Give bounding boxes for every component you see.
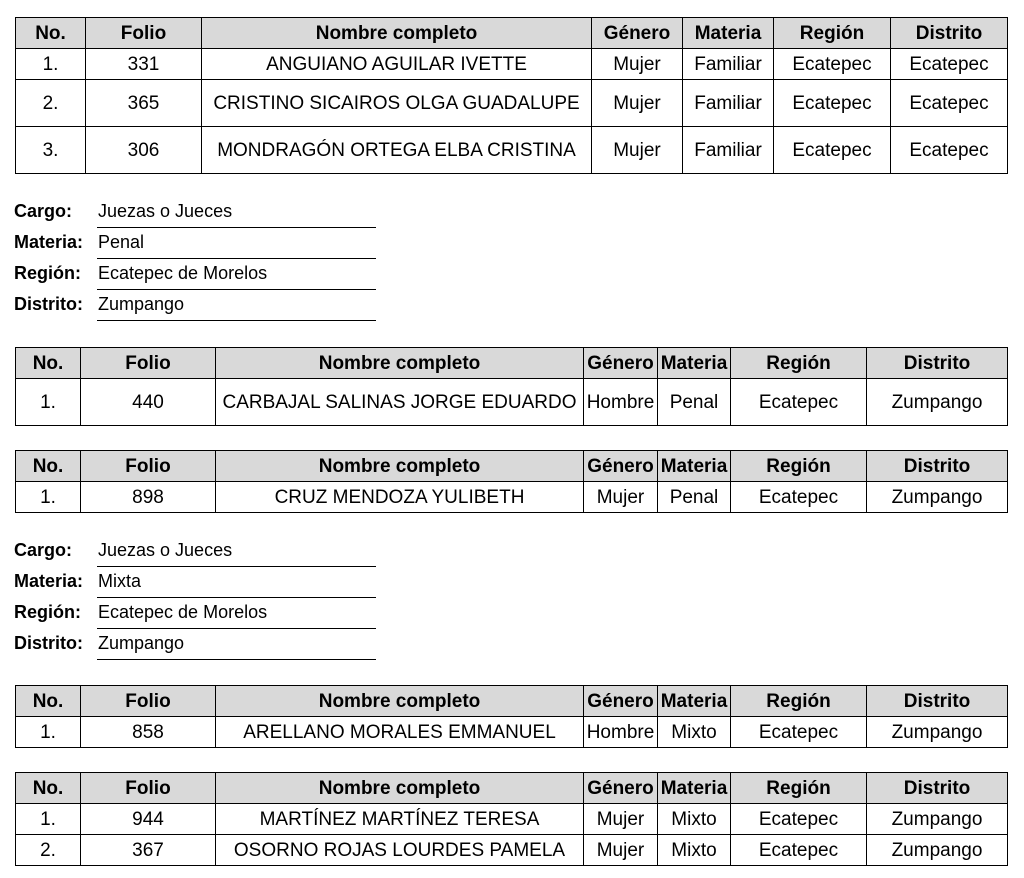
- candidates-table-mixto-hombres: [15, 685, 1008, 748]
- meta-label-distrito: Distrito:: [14, 294, 83, 314]
- meta-value-materia: Mixta: [98, 571, 142, 591]
- header-genero: Género: [584, 773, 658, 804]
- cell-nombre: ANGUIANO AGUILAR IVETTE: [202, 49, 592, 80]
- header-folio: Folio: [81, 348, 216, 379]
- cell-genero: Mujer: [592, 80, 683, 127]
- header-folio: Folio: [81, 686, 216, 717]
- meta-label-materia: Materia:: [14, 571, 84, 591]
- cell-nombre: CARBAJAL SALINAS JORGE EDUARDO: [216, 379, 584, 426]
- meta-row-distrito: [14, 290, 376, 321]
- meta-label-region: Región:: [14, 602, 81, 622]
- meta-row-cargo: [14, 197, 376, 228]
- meta-label-cargo: Cargo:: [14, 540, 72, 560]
- cell-no: 3.: [16, 127, 86, 174]
- cell-materia: Mixto: [658, 717, 731, 748]
- table-row: [16, 127, 1008, 174]
- header-nombre: Nombre completo: [202, 18, 592, 49]
- header-nombre: Nombre completo: [216, 451, 584, 482]
- cell-no: 1.: [16, 804, 81, 835]
- header-genero: Género: [584, 348, 658, 379]
- candidates-table-mixto-mujeres: [15, 772, 1008, 866]
- meta-value-materia: Penal: [98, 232, 145, 252]
- cell-region: Ecatepec: [731, 835, 867, 866]
- candidates-table-familiar: [15, 17, 1008, 174]
- cell-distrito: Ecatepec: [891, 49, 1008, 80]
- cell-nombre: MONDRAGÓN ORTEGA ELBA CRISTINA: [202, 127, 592, 174]
- header-region: Región: [731, 348, 867, 379]
- cell-region: Ecatepec: [774, 127, 891, 174]
- cell-nombre: MARTÍNEZ MARTÍNEZ TERESA: [216, 804, 584, 835]
- header-materia: Materia: [658, 348, 731, 379]
- table-row: [16, 49, 1008, 80]
- header-no: No.: [16, 773, 81, 804]
- cell-distrito: Zumpango: [867, 717, 1008, 748]
- cell-distrito: Zumpango: [867, 379, 1008, 426]
- cell-folio: 365: [86, 80, 202, 127]
- cell-genero: Hombre: [584, 379, 658, 426]
- cell-distrito: Ecatepec: [891, 80, 1008, 127]
- table-header-row: [16, 348, 1008, 379]
- cell-distrito: Zumpango: [867, 482, 1008, 513]
- table-row: [16, 835, 1008, 866]
- meta-row-materia: [14, 567, 376, 598]
- section-meta-penal: [14, 197, 376, 321]
- header-no: No.: [16, 686, 81, 717]
- header-distrito: Distrito: [867, 348, 1008, 379]
- cell-region: Ecatepec: [731, 804, 867, 835]
- meta-value-cargo: Juezas o Jueces: [98, 540, 233, 560]
- meta-value-region: Ecatepec de Morelos: [98, 602, 268, 622]
- cell-materia: Familiar: [683, 49, 774, 80]
- candidates-table-penal-mujeres: [15, 450, 1008, 513]
- table-header-row: [16, 451, 1008, 482]
- header-nombre: Nombre completo: [216, 686, 584, 717]
- meta-row-distrito: [14, 629, 376, 660]
- header-nombre: Nombre completo: [216, 348, 584, 379]
- header-folio: Folio: [86, 18, 202, 49]
- header-materia: Materia: [658, 773, 731, 804]
- cell-genero: Hombre: [584, 717, 658, 748]
- meta-row-region: [14, 598, 376, 629]
- table-row: [16, 379, 1008, 426]
- table-header-row: [16, 686, 1008, 717]
- meta-row-cargo: [14, 536, 376, 567]
- header-nombre: Nombre completo: [216, 773, 584, 804]
- cell-no: 1.: [16, 379, 81, 426]
- header-folio: Folio: [81, 451, 216, 482]
- cell-folio: 306: [86, 127, 202, 174]
- header-materia: Materia: [683, 18, 774, 49]
- cell-genero: Mujer: [592, 127, 683, 174]
- meta-value-region: Ecatepec de Morelos: [98, 263, 268, 283]
- cell-no: 2.: [16, 80, 86, 127]
- meta-label-distrito: Distrito:: [14, 633, 83, 653]
- header-distrito: Distrito: [867, 773, 1008, 804]
- cell-genero: Mujer: [584, 835, 658, 866]
- cell-no: 1.: [16, 482, 81, 513]
- cell-region: Ecatepec: [774, 80, 891, 127]
- cell-region: Ecatepec: [731, 379, 867, 426]
- header-distrito: Distrito: [867, 686, 1008, 717]
- cell-no: 2.: [16, 835, 81, 866]
- cell-folio: 331: [86, 49, 202, 80]
- cell-materia: Familiar: [683, 127, 774, 174]
- table-row: [16, 804, 1008, 835]
- header-materia: Materia: [658, 451, 731, 482]
- cell-folio: 944: [81, 804, 216, 835]
- meta-value-distrito: Zumpango: [98, 294, 185, 314]
- header-no: No.: [16, 348, 81, 379]
- cell-materia: Familiar: [683, 80, 774, 127]
- cell-distrito: Ecatepec: [891, 127, 1008, 174]
- cell-genero: Mujer: [584, 482, 658, 513]
- table-header-row: [16, 773, 1008, 804]
- cell-materia: Mixto: [658, 835, 731, 866]
- table-row: [16, 80, 1008, 127]
- meta-row-materia: [14, 228, 376, 259]
- header-region: Región: [731, 773, 867, 804]
- header-region: Región: [731, 451, 867, 482]
- cell-folio: 858: [81, 717, 216, 748]
- table-row: [16, 717, 1008, 748]
- meta-underline: [97, 659, 376, 660]
- cell-region: Ecatepec: [774, 49, 891, 80]
- candidates-table-penal-hombres: [15, 347, 1008, 426]
- meta-value-cargo: Juezas o Jueces: [98, 201, 233, 221]
- header-region: Región: [731, 686, 867, 717]
- cell-materia: Penal: [658, 482, 731, 513]
- cell-folio: 440: [81, 379, 216, 426]
- header-region: Región: [774, 18, 891, 49]
- cell-folio: 367: [81, 835, 216, 866]
- cell-nombre: ARELLANO MORALES EMMANUEL: [216, 717, 584, 748]
- cell-region: Ecatepec: [731, 717, 867, 748]
- cell-nombre: CRISTINO SICAIROS OLGA GUADALUPE: [202, 80, 592, 127]
- cell-distrito: Zumpango: [867, 804, 1008, 835]
- header-no: No.: [16, 451, 81, 482]
- header-distrito: Distrito: [867, 451, 1008, 482]
- table-header-row: [16, 18, 1008, 49]
- cell-distrito: Zumpango: [867, 835, 1008, 866]
- header-genero: Género: [592, 18, 683, 49]
- cell-no: 1.: [16, 49, 86, 80]
- table-row: [16, 482, 1008, 513]
- header-folio: Folio: [81, 773, 216, 804]
- cell-region: Ecatepec: [731, 482, 867, 513]
- meta-label-materia: Materia:: [14, 232, 84, 252]
- meta-label-region: Región:: [14, 263, 81, 283]
- cell-nombre: OSORNO ROJAS LOURDES PAMELA: [216, 835, 584, 866]
- cell-no: 1.: [16, 717, 81, 748]
- meta-underline: [97, 320, 376, 321]
- cell-genero: Mujer: [592, 49, 683, 80]
- header-no: No.: [16, 18, 86, 49]
- header-genero: Género: [584, 686, 658, 717]
- cell-folio: 898: [81, 482, 216, 513]
- meta-label-cargo: Cargo:: [14, 201, 72, 221]
- cell-materia: Penal: [658, 379, 731, 426]
- header-distrito: Distrito: [891, 18, 1008, 49]
- header-genero: Género: [584, 451, 658, 482]
- section-meta-mixta: [14, 536, 376, 660]
- cell-materia: Mixto: [658, 804, 731, 835]
- meta-row-region: [14, 259, 376, 290]
- header-materia: Materia: [658, 686, 731, 717]
- cell-nombre: CRUZ MENDOZA YULIBETH: [216, 482, 584, 513]
- meta-value-distrito: Zumpango: [98, 633, 185, 653]
- cell-genero: Mujer: [584, 804, 658, 835]
